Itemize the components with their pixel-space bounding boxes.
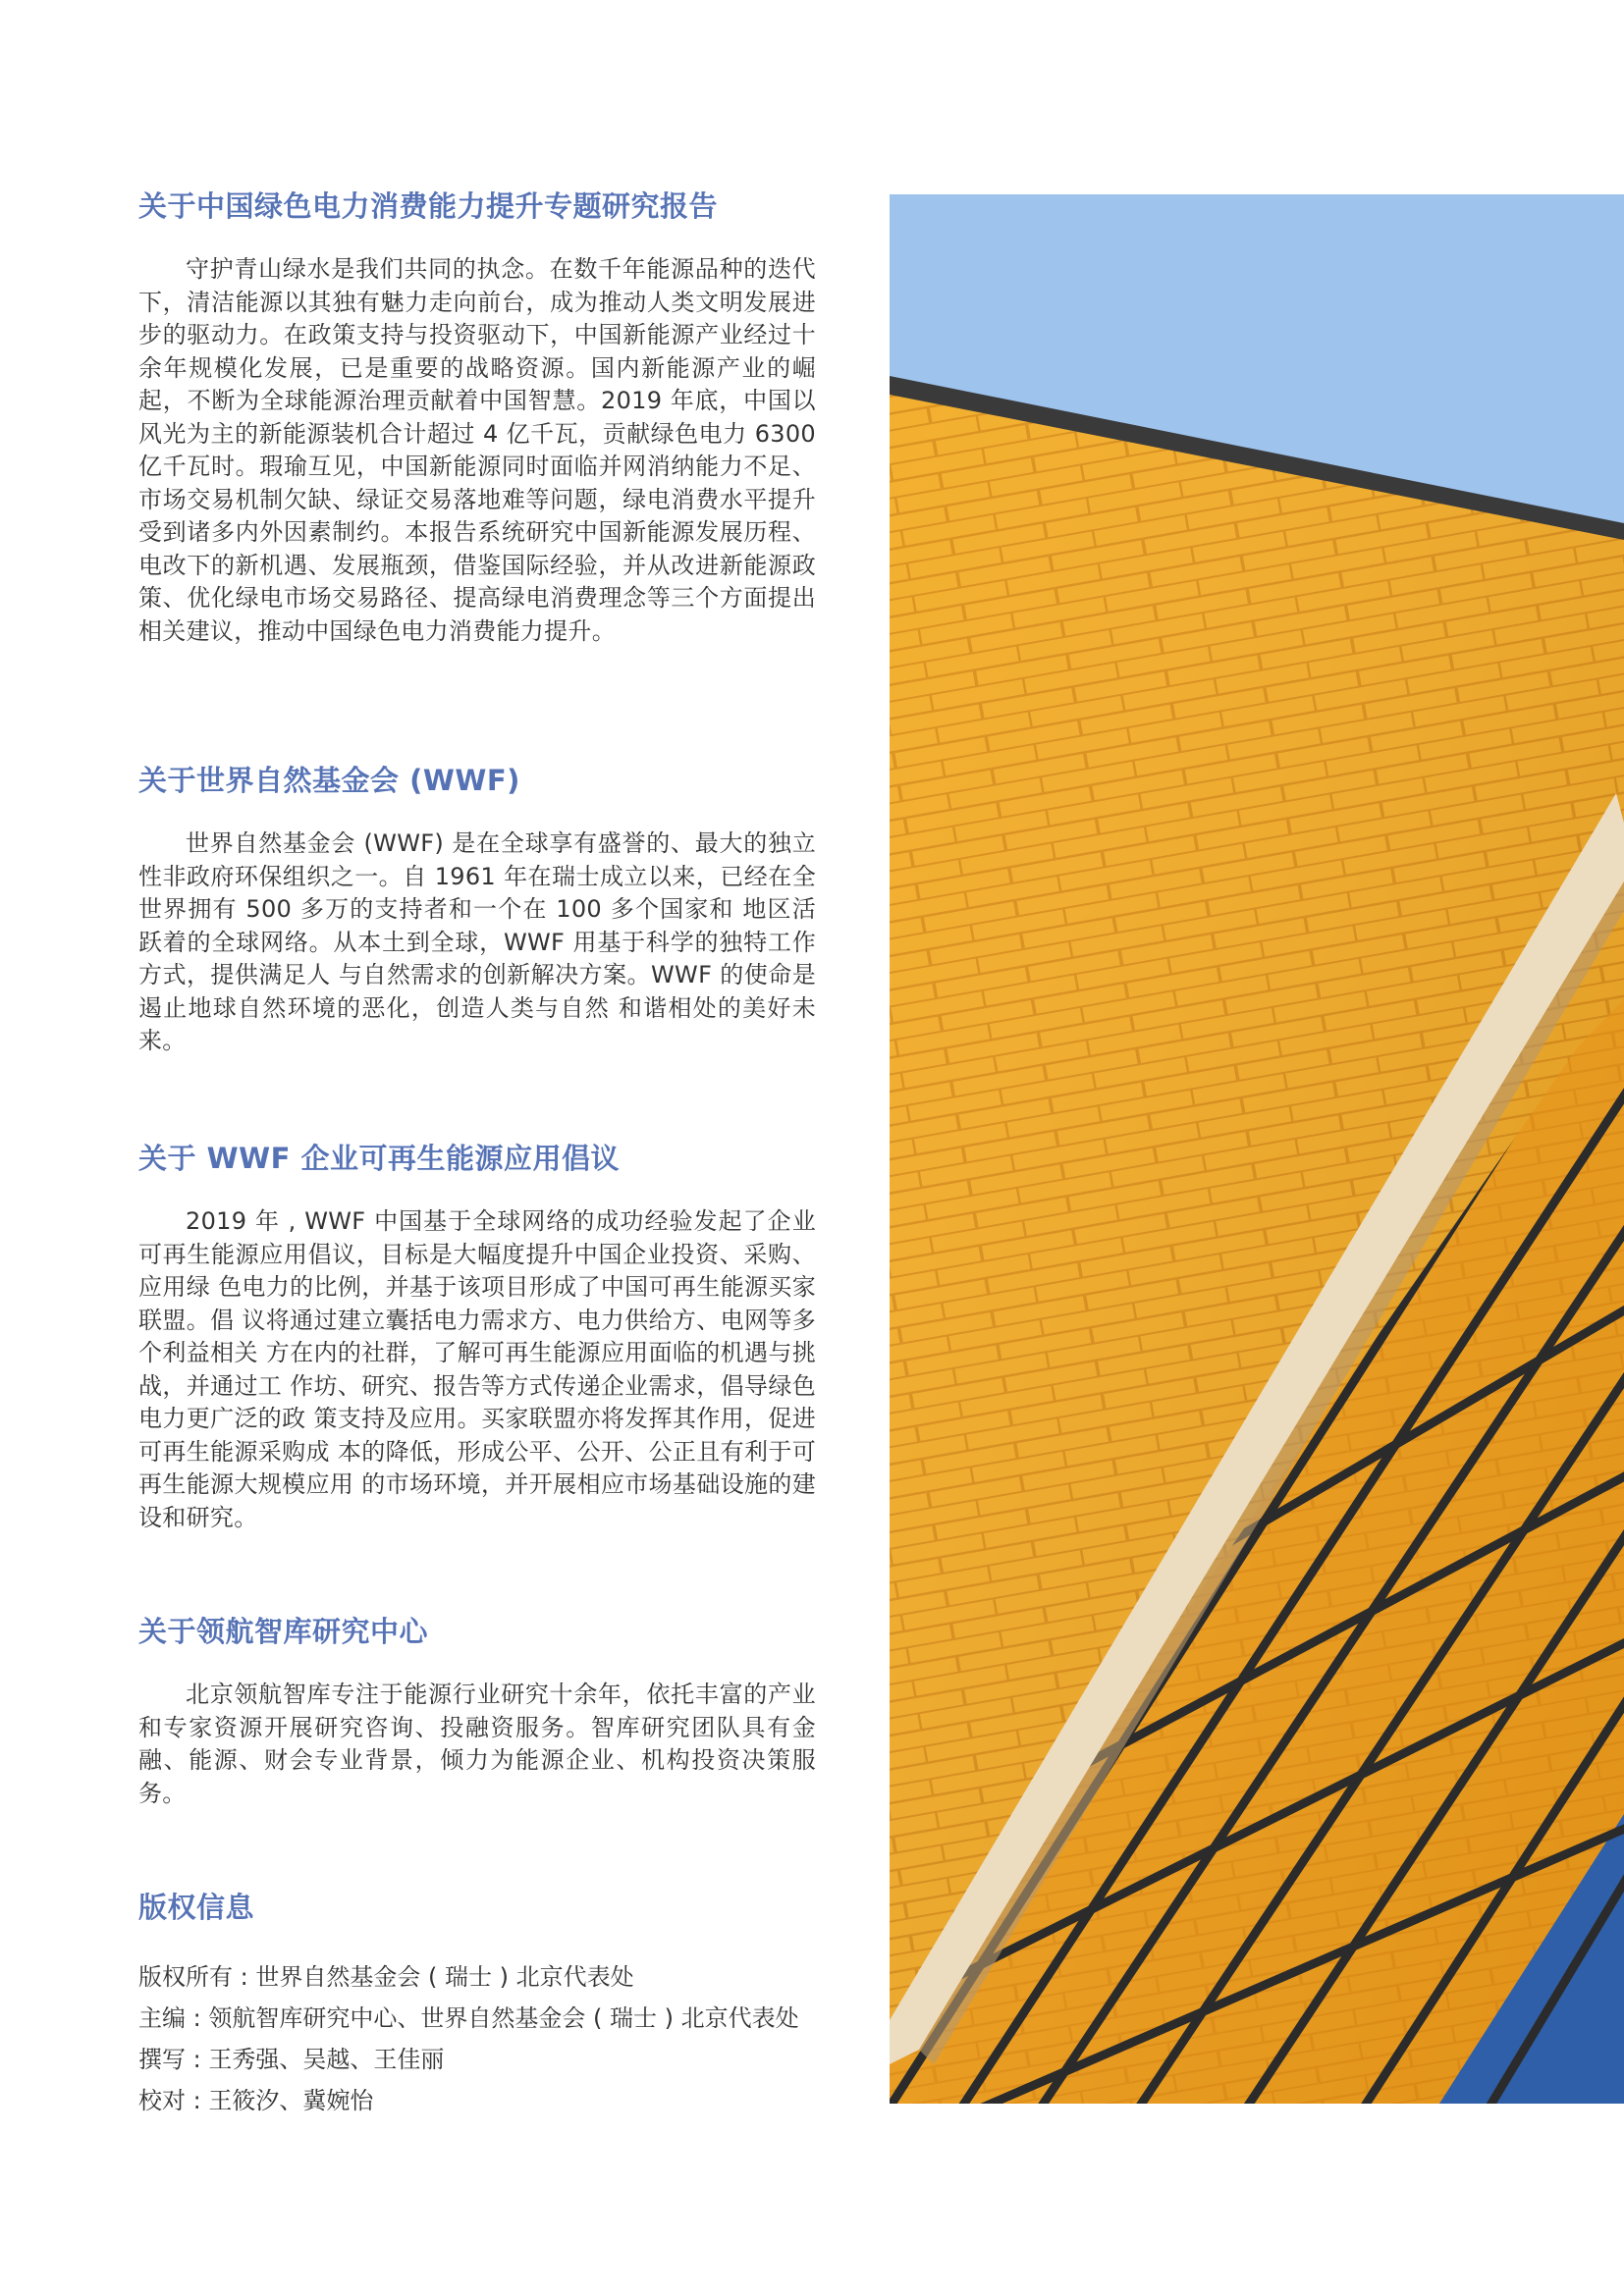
- section-wwf: [138, 761, 816, 1058]
- section-body-think-tank: 北京领航智库专注于能源行业研究十余年，依托丰富的产业和专家资源开展研究咨询、投融资服务。智库研究团队具有金融、能源、财会专业背景，倾力为能源企业、机构投资决策服务。: [138, 1681, 816, 1807]
- credit-editor: 主编 : 领航智库研究中心、世界自然基金会 ( 瑞士 ) 北京代表处: [138, 2004, 799, 2032]
- section-body-report: 守护青山绿水是我们共同的执念。在数千年能源品种的迭代下，清洁能源以其独有魅力走向前台，成为推动人类文明发展进步的驱动力。在政策支持与投资驱动下，中国新能源产业经过十余年规模化发展，已是重要的战略资源。国内新能源产业的崛起，不断为全球能源治理贡献着中国智慧。2019 年底，中国以风光为主的新能源装机合计超过 4 亿千瓦，贡献绿色电力 6300 亿千瓦时。瑕瑜互见，中国新能源同时面临并网消纳能力不足、市场交易机制欠缺、绿证交易落地难等问题，绿电消费水平提升受到诸多内外因素制约。本报告系统研究中国新能源发展历程、电改下的新机遇、发展瓶颈，借鉴国际经验，并从改进新能源政策、优化绿电市场交易路径、提高绿电消费理念等三个方面提出相关建议，推动中国绿色电力消费能力提升。: [138, 255, 816, 645]
- section-copyright: [138, 1888, 816, 2121]
- section-report: [138, 187, 816, 648]
- credit-copyright-owner: 版权所有 : 世界自然基金会 ( 瑞士 ) 北京代表处: [138, 1963, 634, 1991]
- section-heading-report: 关于中国绿色电力消费能力提升专题研究报告: [138, 189, 719, 223]
- photo-illustration: [890, 194, 1624, 2104]
- section-body-wwf: 世界自然基金会 (WWF) 是在全球享有盛誉的、最大的独立性非政府环保组织之一。自 1961 年在瑞士成立以来，已经在全世界拥有 500 多万的支持者和一个在 100 多个国家和 地区活跃着的全球网络。从本土到全球，WWF 用基于科学的独特工作方式，提供满足人 与自然需求的创新解决方案。WWF 的使命是遏止地球自然环境的恶化，创造人类与自然 和谐相处的美好未来。: [138, 829, 816, 1054]
- section-heading-think-tank: 关于领航智库研究中心: [138, 1615, 429, 1648]
- section-initiative: [138, 1139, 816, 1534]
- section-body-initiative: 2019 年 , WWF 中国基于全球网络的成功经验发起了企业可再生能源应用倡议，目标是大幅度提升中国企业投资、采购、应用绿 色电力的比例，并基于该项目形成了中国可再生能源买家联盟。倡 议将通过建立囊括电力需求方、电力供给方、电网等多个利益相关 方在内的社群，了解可再生能源应用面临的机遇与挑战，并通过工 作坊、研究、报告等方式传递企业需求，倡导绿色电力更广泛的政 策支持及应用。买家联盟亦将发挥其作用，促进可再生能源采购成 本的降低，形成公平、公开、公正且有利于可再生能源大规模应用 的市场环境，并开展相应市场基础设施的建设和研究。: [138, 1207, 816, 1531]
- section-heading-copyright: 版权信息: [138, 1891, 255, 1924]
- credits-list: [138, 1956, 816, 2121]
- section-heading-wwf: 关于世界自然基金会 (WWF): [138, 764, 520, 797]
- building-facade-photo: [890, 194, 1624, 2104]
- section-heading-initiative: 关于 WWF 企业可再生能源应用倡议: [138, 1142, 620, 1175]
- credit-authors: 撰写 : 王秀强、吴越、王佳丽: [138, 2046, 445, 2073]
- section-think-tank: [138, 1612, 816, 1810]
- credit-proofreaders: 校对 : 王筱汐、冀婉怡: [138, 2087, 374, 2114]
